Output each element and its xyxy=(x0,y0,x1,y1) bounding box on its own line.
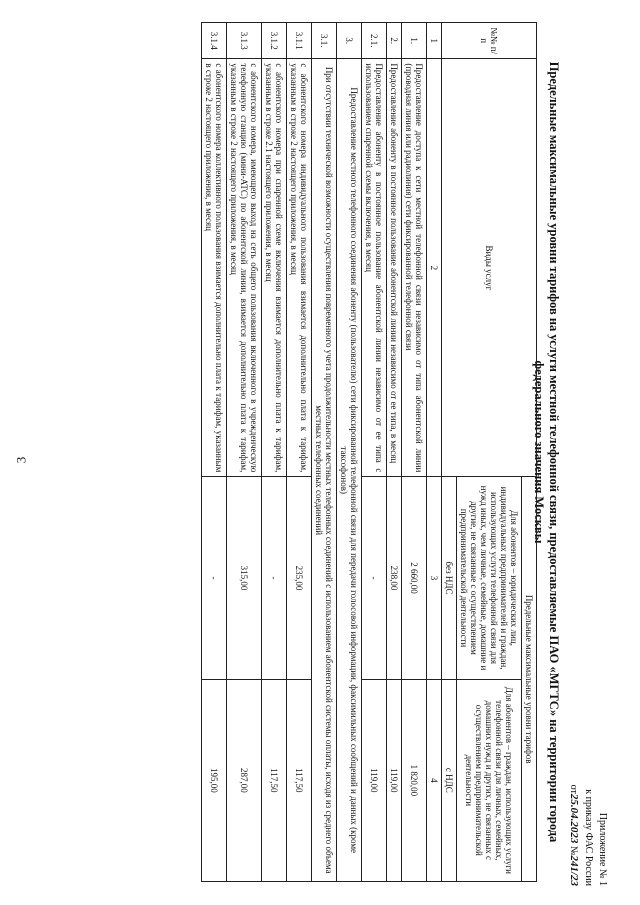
table-row xyxy=(337,23,362,882)
header-num-3: 3 xyxy=(427,477,442,679)
page-number: 3 xyxy=(13,456,29,464)
table-row xyxy=(362,23,387,882)
row-service-text: с абонентского номера при спаренной схеме включения взимается дополнительно плата к тарифам, указанным в строке 2.1 настоящего приложения, в месяц xyxy=(262,59,287,477)
handwritten-number: 241/23 xyxy=(568,855,580,886)
row-number: 3.1.3 xyxy=(227,23,262,59)
row-number: 3.1.4 xyxy=(202,23,227,59)
row-number: 2. xyxy=(387,23,402,59)
row-value-citizen: 117,50 xyxy=(287,679,312,881)
row-service-text: Предоставление абоненту в постоянное пользование абонентской линии независимо от ее типа, в месяц xyxy=(387,59,402,477)
table-row xyxy=(402,23,427,882)
row-value-legal: 2 660,00 xyxy=(402,477,427,679)
header-group: Предельные максимальные уровни тарифов xyxy=(522,477,537,882)
row-number: 3.1.1 xyxy=(287,23,312,59)
appendix-block xyxy=(566,785,609,886)
row-value-citizen: 119,00 xyxy=(387,679,402,881)
header-no: №№ п/п xyxy=(442,23,537,59)
header-vat-a: без НДС xyxy=(442,477,457,679)
tariff-table-body xyxy=(202,23,427,882)
header-service: Виды услуг xyxy=(442,59,537,477)
row-value-citizen: 1 820,00 xyxy=(402,679,427,881)
row-value-citizen: 195,00 xyxy=(202,679,227,881)
row-number: 3.1.2 xyxy=(262,23,287,59)
tariff-table xyxy=(201,22,537,882)
row-section-text: При отсутствии технической возможности осуществления повременного учета продолжительности местных телефонных соединений с использованием абонентской системы оплаты, исходя из среднего объема местных телефонных соединений xyxy=(312,59,337,882)
row-number: 3. xyxy=(337,23,362,59)
table-row xyxy=(287,23,312,882)
header-num-2: 2 xyxy=(427,59,442,477)
row-service-text: с абонентского номера индивидуального пользования взимается дополнительно плата к тарифам, указанным в строке 2 настоящего приложения, в месяц xyxy=(287,59,312,477)
row-value-legal: 315,00 xyxy=(227,477,262,679)
date-prefix: от xyxy=(568,784,579,794)
row-value-citizen: 287,00 xyxy=(227,679,262,881)
row-number: 2.1. xyxy=(362,23,387,59)
table-row xyxy=(387,23,402,882)
number-prefix: № xyxy=(568,845,579,856)
row-section-text: Предоставление местного телефонного соединения абоненту (пользователю) сети фиксированной телефонной связи для передачи голосовой информации, факсимильных сообщений и данных (кроме таксофонов) xyxy=(337,59,362,882)
appendix-line-3 xyxy=(566,785,581,886)
row-value-legal: - xyxy=(262,477,287,679)
row-value-citizen: 119,00 xyxy=(362,679,387,881)
row-number: 3.1. xyxy=(312,23,337,59)
row-value-legal: 238,00 xyxy=(387,477,402,679)
table-row xyxy=(262,23,287,882)
header-num-1: 1 xyxy=(427,23,442,59)
header-vat-b: с НДС xyxy=(442,679,457,881)
row-service-text: с абонентского номера, имеющего выход на сеть общего пользования включенного в учрежденческую телефонную станцию (мини-АТС) по абонентской линии, взимается дополнительно плата к тарифам, указанным в строке 2 настоящего приложения, в месяц xyxy=(227,59,262,477)
row-service-text: Предоставление доступа к сети местной телефонной связи независимо от типа абонентской линии (проводная линия или радиолиния) сети фиксированной телефонной связи xyxy=(402,59,427,477)
table-row xyxy=(312,23,337,882)
document-title: Предельные максимальные уровни тарифов на услуги местной телефонной связи, предоставляемые ПАО «МГТС» на территории города федерального значения Москвы xyxy=(532,61,561,843)
row-service-text: Предоставление абоненту в постоянное пользование абонентской линии независимо от ее типа с использованием спаренной схемы включения, в месяц xyxy=(362,59,387,477)
appendix-line-2: к приказу ФАС России xyxy=(583,789,594,886)
table-row xyxy=(227,23,262,882)
row-value-legal: - xyxy=(362,477,387,679)
header-num-4: 4 xyxy=(427,679,442,881)
table-row xyxy=(202,23,227,882)
row-value-citizen: 117,50 xyxy=(262,679,287,881)
row-value-legal: 235,00 xyxy=(287,477,312,679)
header-col-b: Для абонентов – граждан, использующих услуги телефонной связи для личных, семейных, домашних нужд и других, не связанных с осуществлением предпринимательской деятельности xyxy=(457,679,522,881)
row-service-text: с абонентского номера коллективного пользования взимается дополнительно плата к тарифам, указанным в строке 2 настоящего приложения, в месяц xyxy=(202,59,227,477)
appendix-line-1: Приложение № 1 xyxy=(597,812,608,886)
handwritten-date: 25.04.2023 xyxy=(568,793,580,844)
row-number: 1. xyxy=(402,23,427,59)
header-col-a: Для абонентов – юридических лиц, индивидуальных предпринимателей и граждан, использующих услуги телефонной связи для нужд иных, чем личные, семейные, домашние и другие, не связанные с осуществлением предпринимательской деятельности xyxy=(457,477,522,679)
rotated-page xyxy=(25,12,615,892)
row-value-legal: - xyxy=(202,477,227,679)
